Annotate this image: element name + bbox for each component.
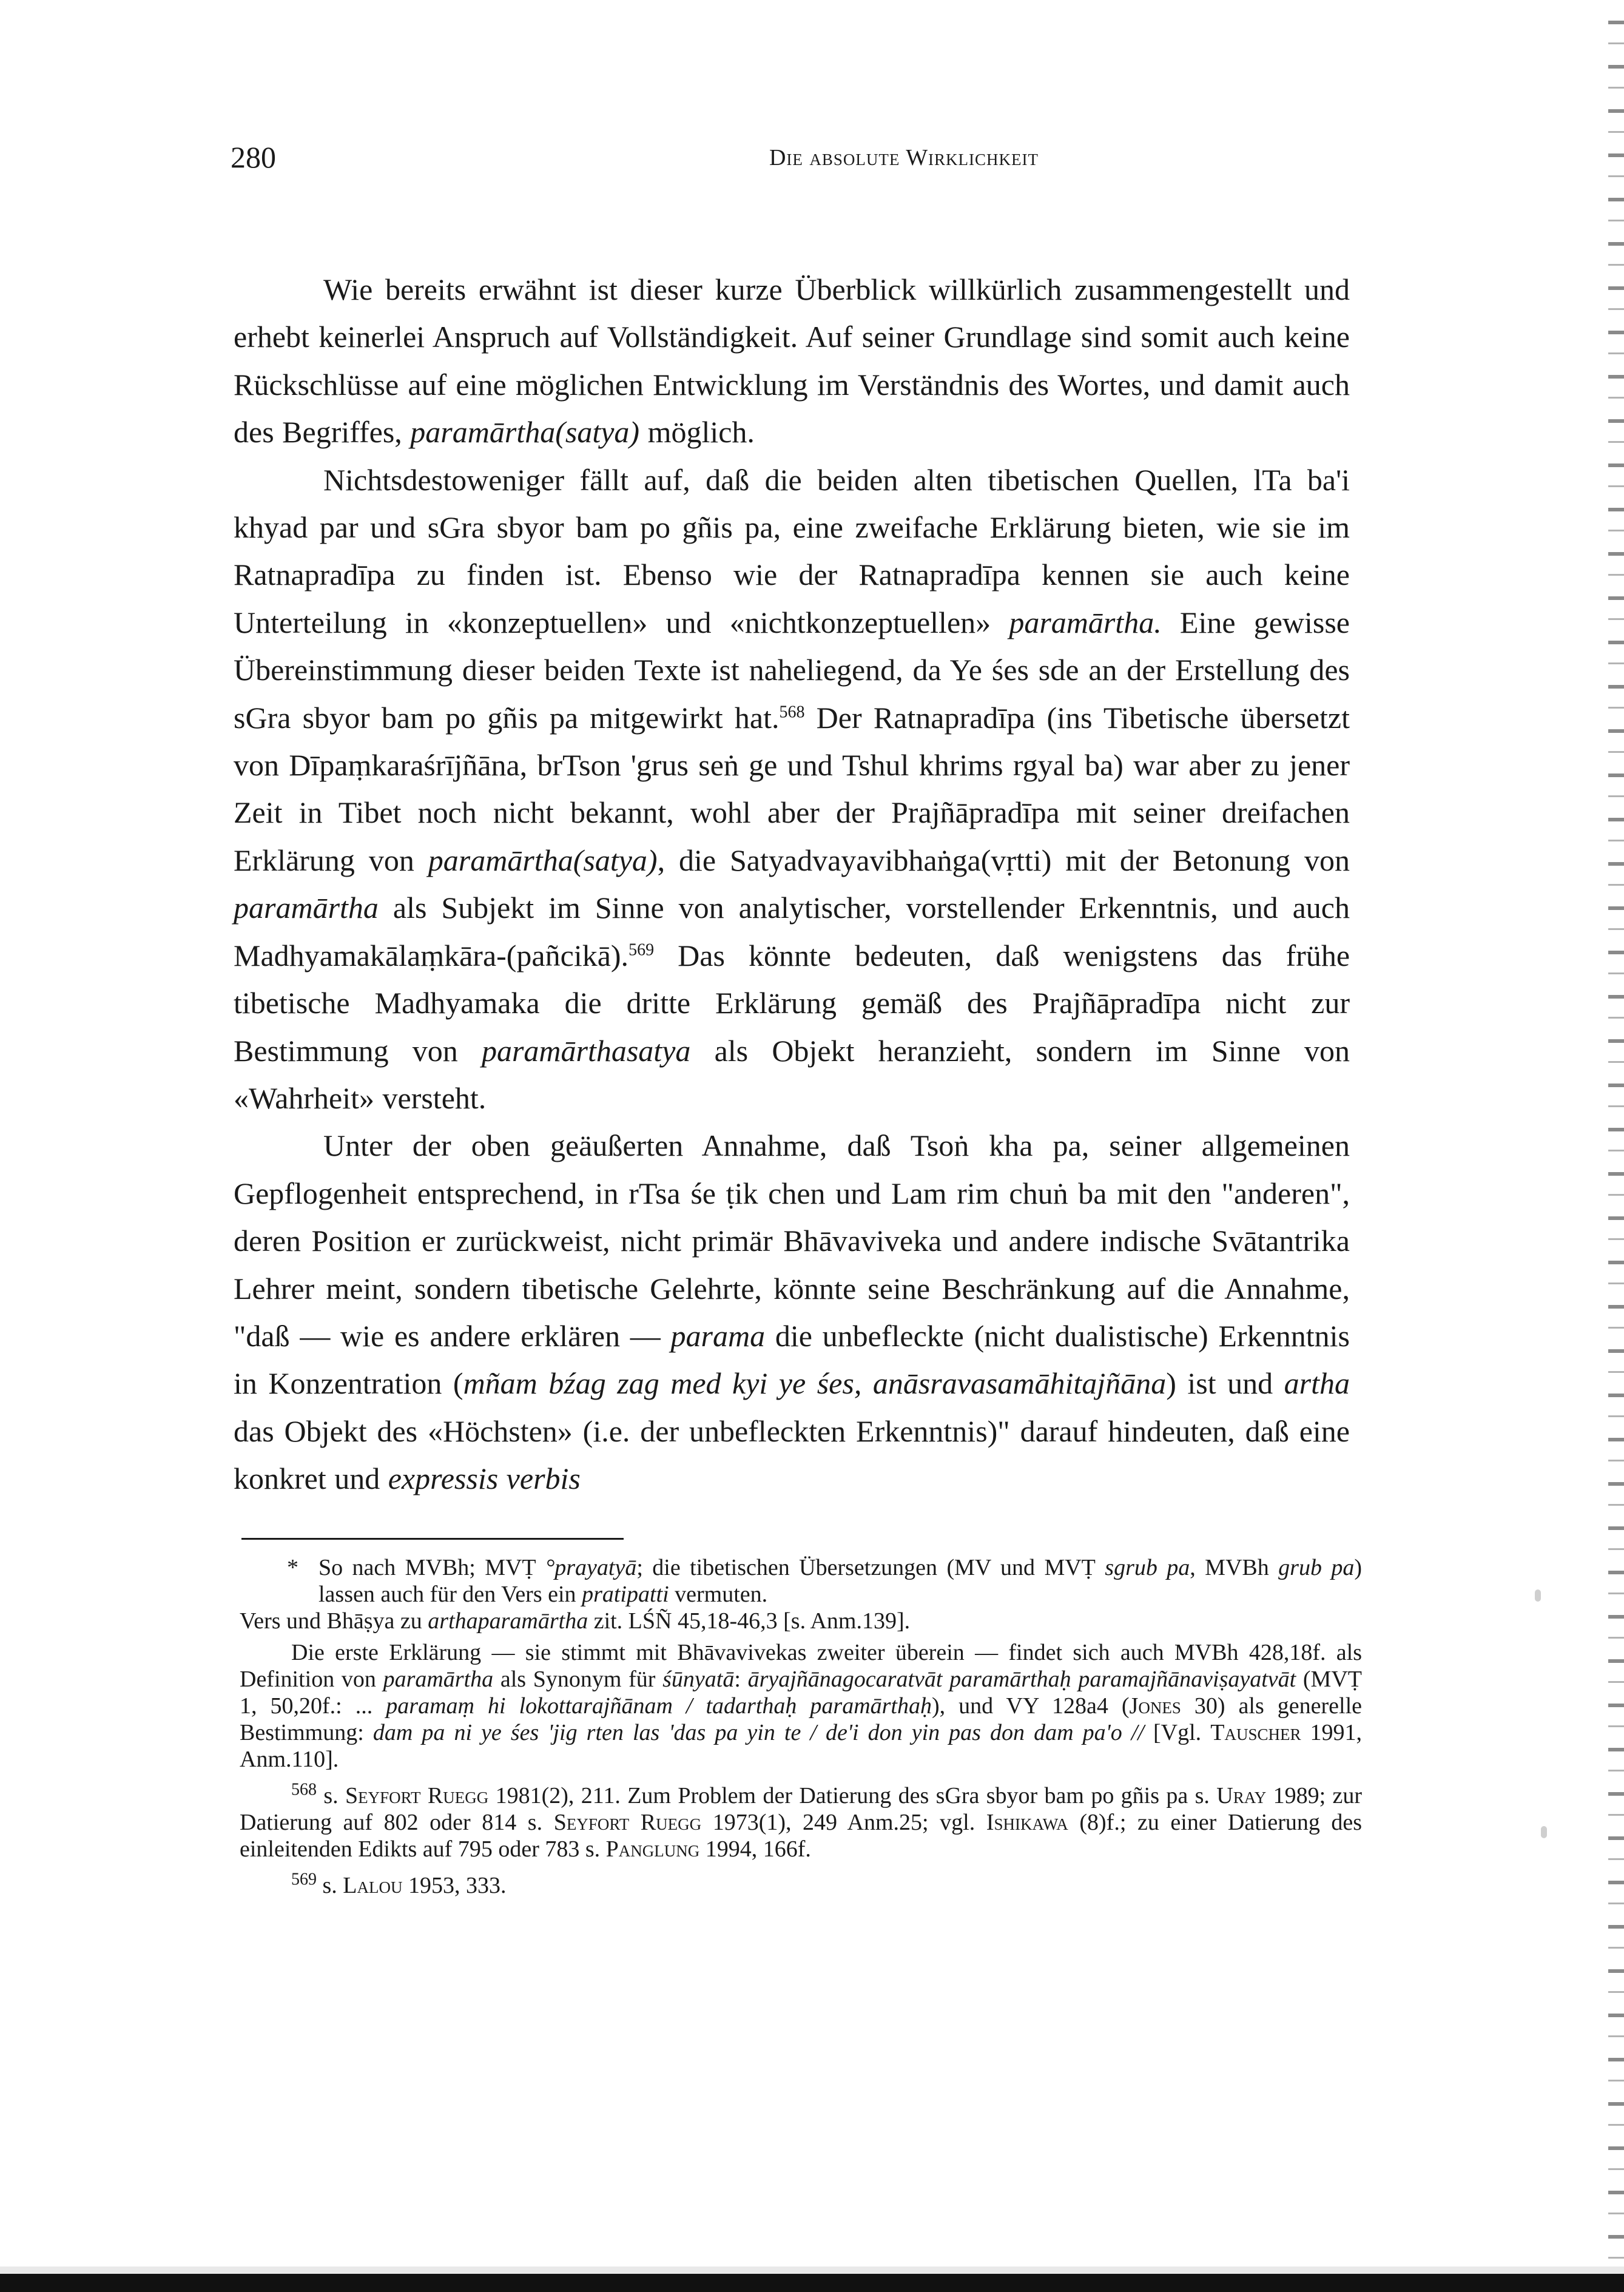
page-header	[231, 140, 1353, 182]
footnote-erste-erklaerung: Die erste Erklärung — sie stimmt mit Bhāvavivekas zweiter überein — findet sich auch MVBh 428,18f. als Definition von paramārtha als Synonym für śūnyatā: āryajñānagocaratvāt paramārthaḥ paramajñānaviṣayatvāt (MVṬ 1, 50,20f.: ... paramaṃ hi lokottarajñānam / tadarthaḥ paramārthaḥ), und VY 128a4 (Jones 30) als generelle Bestimmung: dam pa ni ye śes 'jig rten las 'das pa yin te / de'i don yin pas don dam pa'o // [Vgl. Tauscher 1991, Anm.110].	[240, 1640, 1363, 1772]
footnote-vers: Vers und Bhāṣya zu arthaparamārtha zit. LŚÑ 45,18-46,3 [s. Anm.139].	[240, 1608, 911, 1634]
main-text	[234, 266, 1350, 1503]
footnote-star: * So nach MVBh; MVṬ °prayatyā; die tibetischen Übersetzungen (MV und MVṬ sgrub pa, MVBh grub pa) lassen auch für den Vers ein pratipatti vermuten.	[287, 1555, 1363, 1607]
footnote-568: $^{568}$ s. Seyfort Ruegg 1981(2), 211. Zum Problem der Datierung des sGra sbyor bam po gñis pa s. Uray 1989; zur Datierung auf 802 oder 814 s. Seyfort Ruegg 1973(1), 249 Anm.25; vgl. Ishikawa (8)f.; zu einer Datierung des einleitenden Edikts auf 795 oder 783 s. Panglung 1994, 166f.	[240, 1780, 1363, 1862]
scan-smudge	[1535, 1589, 1541, 1602]
paragraph-2: Nichtsdestoweniger fällt auf, daß die beiden alten tibetischen Quellen, lTa ba'i khyad par und sGra sbyor bam po gñis pa, eine zweifache Erklärung bieten, wie sie im Ratnapradīpa zu finden ist. Ebenso wie der Ratnapradīpa kennen sie auch keine Unterteilung in «konzeptuellen» und «nichtkonzeptuellen» paramārtha. Eine gewisse Übereinstimmung dieser beiden Texte ist naheliegend, da Ye śes sde an der Erstellung des sGra sbyor bam po gñis pa mitgewirkt hat.$^{568}$ Der Ratnapradīpa (ins Tibetische übersetzt von Dīpaṃkaraśrījñāna, brTson 'grus seṅ ge und Tshul khrims rgyal ba) war aber zu jener Zeit in Tibet noch nicht bekannt, wohl aber der Prajñāpradīpa mit seiner dreifachen Erklärung von paramārtha(satya), die Satyadvayavibhaṅga(vṛtti) mit der Betonung von paramārtha als Subjekt im Sinne von analytischer, vorstellender Erkenntnis, und auch Madhyamakālaṃkāra-(pañcikā).$^{569}$ Das könnte bedeuten, daß wenigstens das frühe tibetische Madhyamaka die dritte Erklärung gemäß des Prajñāpradīpa nicht zur Bestimmung von paramārthasatya als Objekt heranzieht, sondern im Sinne von «Wahrheit» versteht.	[234, 462, 1350, 1115]
page-number: 280	[231, 140, 276, 174]
scan-bottom-edge	[0, 2274, 1624, 2292]
paragraph-1: Wie bereits erwähnt ist dieser kurze Überblick willkürlich zusammengestellt und erhebt keinerlei Anspruch auf Vollständigkeit. Auf seiner Grundlage sind somit auch keine Rückschlüsse auf eine möglichen Entwicklung im Verständnis des Wortes, und damit auch des Begriffes, paramārtha(satya) möglich.	[234, 272, 1350, 450]
footnotes	[240, 1554, 1362, 1909]
footnote-rule	[241, 1538, 624, 1540]
footnote-ref-569[interactable]: 569	[628, 940, 655, 960]
running-title: Die absolute Wirklichkeit	[769, 145, 1039, 170]
scan-smudge	[1541, 1826, 1547, 1838]
footnote-ref-568[interactable]: 568	[779, 703, 805, 721]
paragraph-3: Unter der oben geäußerten Annahme, daß Tsoṅ kha pa, seiner allgemeinen Gepflogenheit entsprechend, in rTsa śe ṭik chen und Lam rim chuṅ ba mit den "anderen", deren Position er zurückweist, nicht primär Bhāvaviveka und andere indische Svātantrika Lehrer meint, sondern tibetische Gelehrte, könnte seine Beschränkung auf die Annahme, "daß — wie es andere erklären — parama die unbefleckte (nicht dualistische) Erkenntnis in Konzentration (mñam bźag zag med kyi ye śes, anāsravasamāhitajñāna) ist und artha das Objekt des «Höchsten» (i.e. der unbefleckten Erkenntnis)" darauf hindeuten, daß eine konkret und expressis verbis	[234, 1128, 1350, 1496]
scan-edge-shadow	[1608, 0, 1624, 2292]
footnote-569: $^{569}$ s. Lalou 1953, 333.	[291, 1870, 507, 1898]
scan-bottom-shadow	[0, 2267, 1624, 2274]
